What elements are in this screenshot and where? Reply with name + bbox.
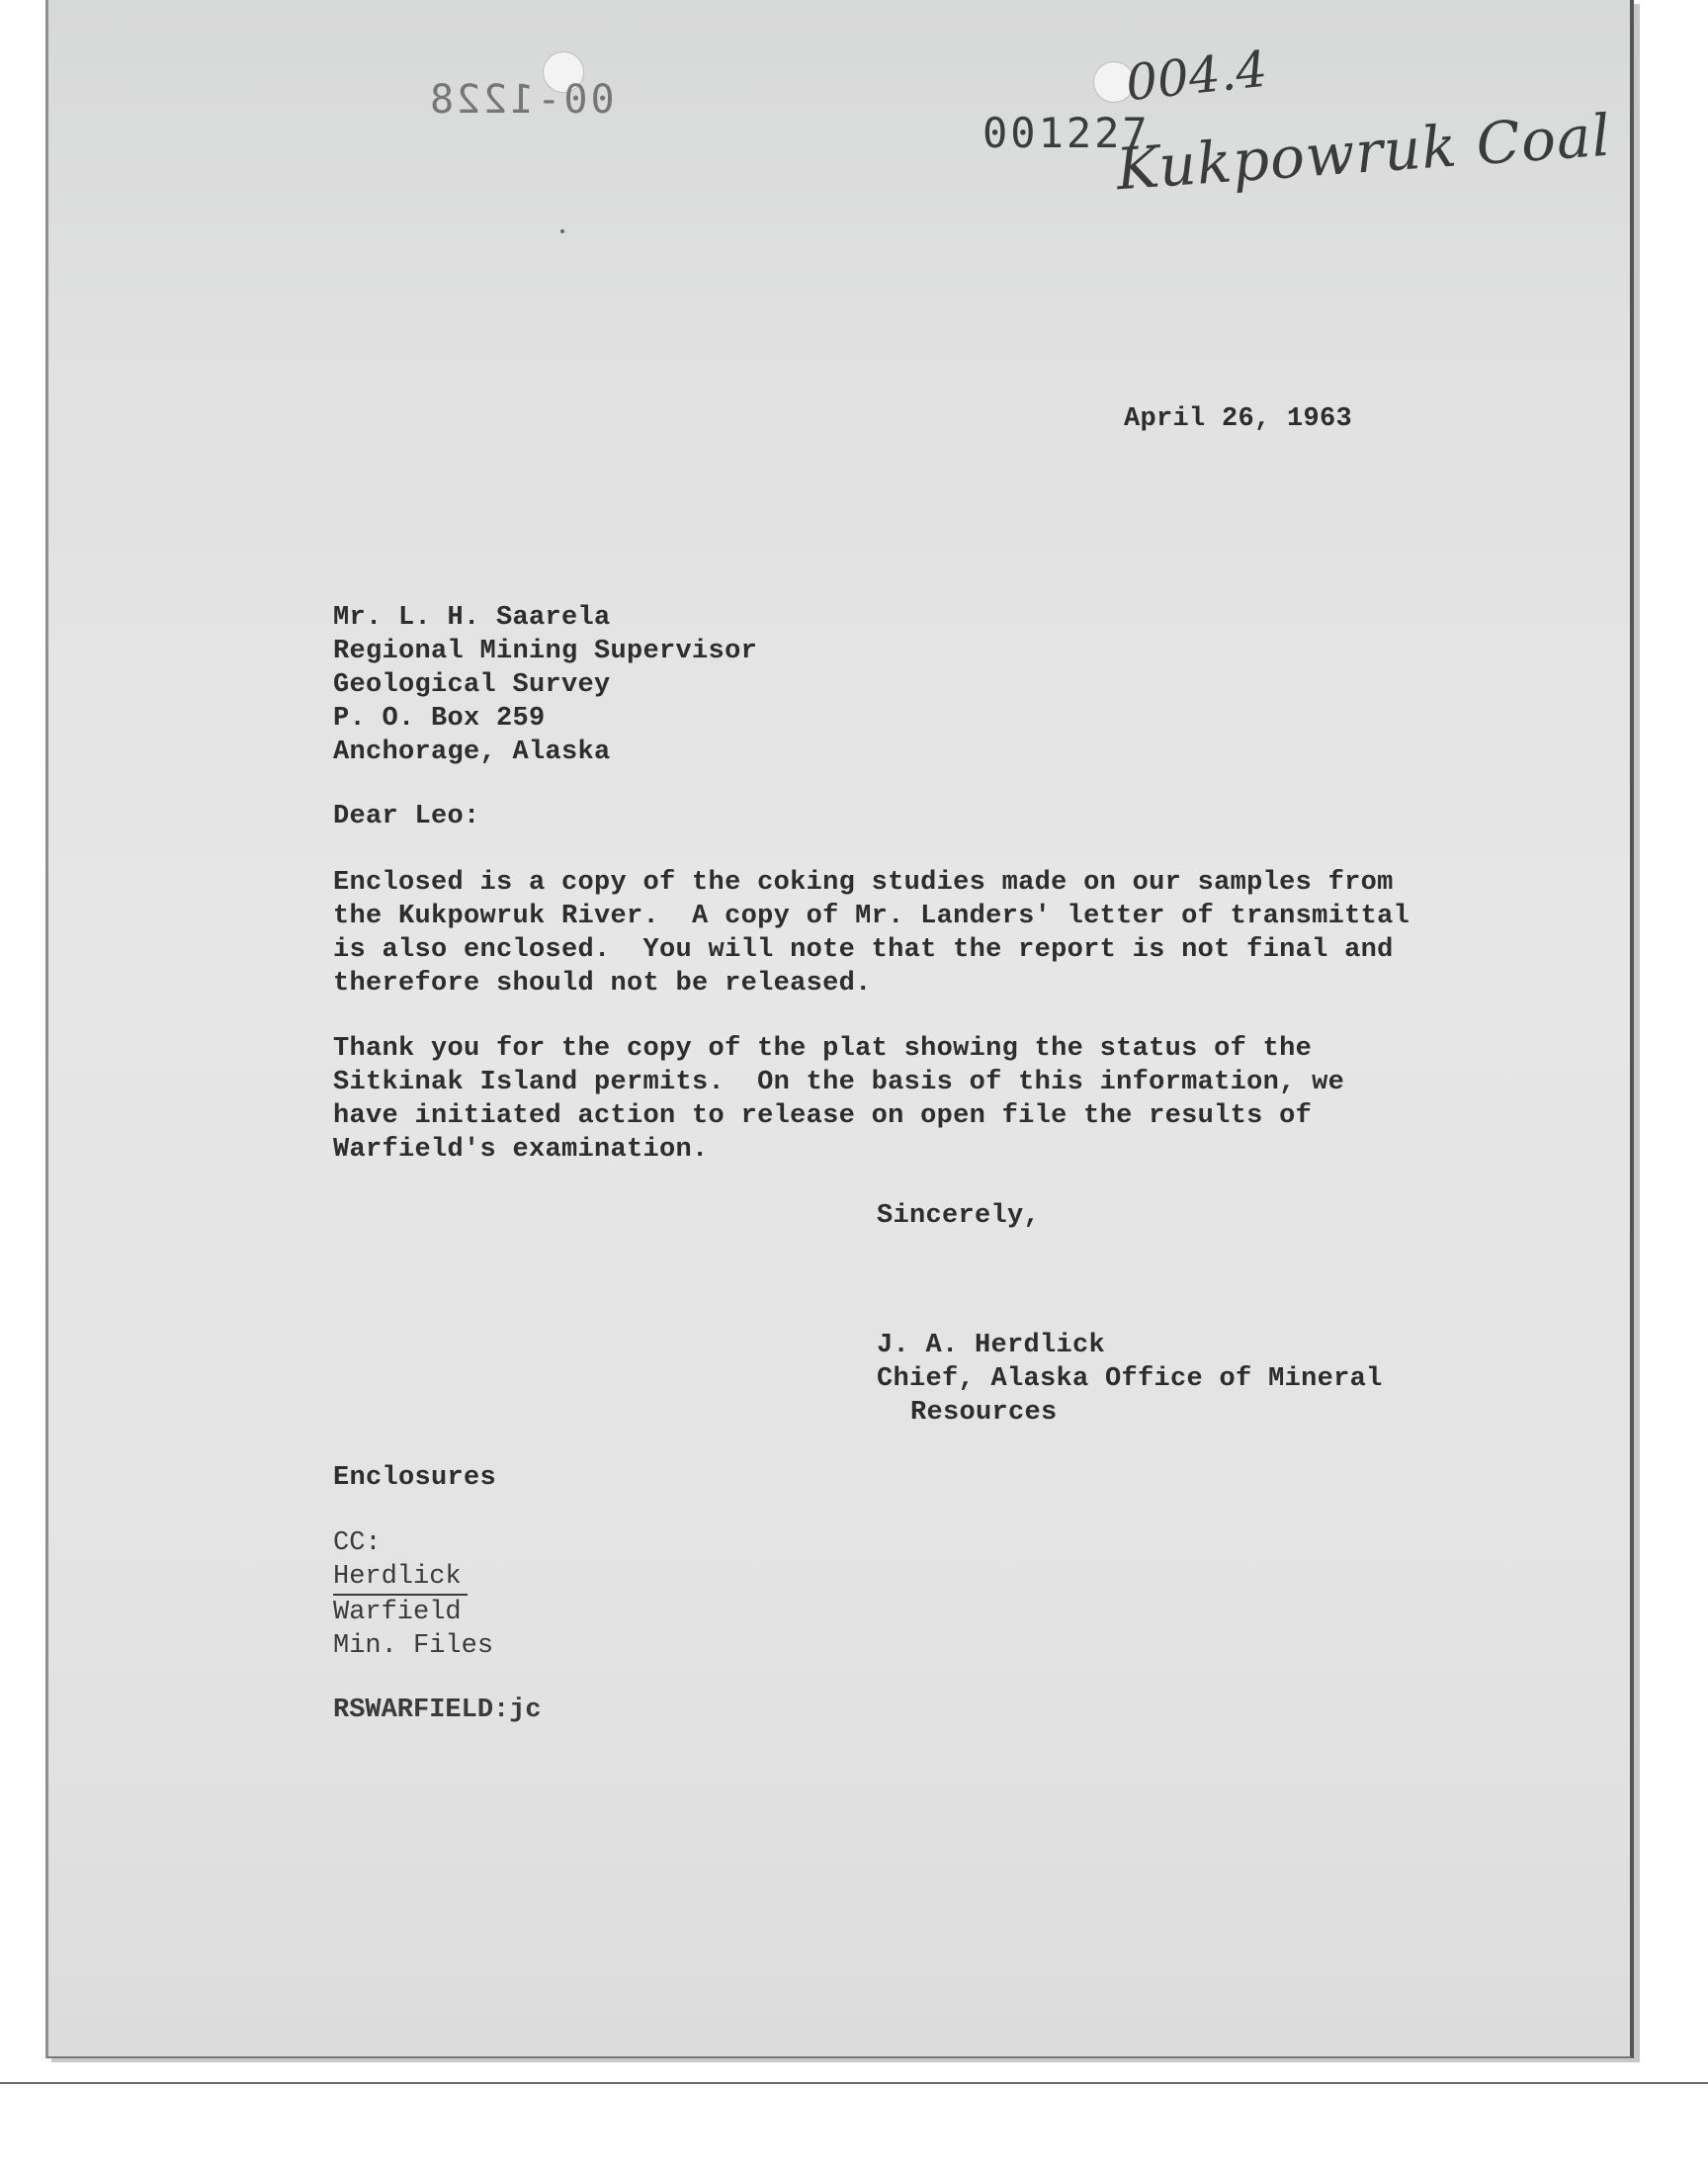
paragraph-line: Sitkinak Island permits. On the basis of this information, we — [333, 1068, 1345, 1097]
paragraph-line: Warfield's examination. — [333, 1135, 709, 1165]
recipient-city: Anchorage, Alaska — [333, 738, 611, 767]
body-paragraph-2 — [333, 1032, 1344, 1167]
paragraph-line: Thank you for the copy of the plat showing the status of the — [333, 1034, 1313, 1064]
paragraph-line: have initiated action to release on open file the results of — [333, 1101, 1313, 1131]
enclosures-label: Enclosures — [333, 1463, 497, 1493]
letter-date: April 26, 1963 — [1124, 404, 1353, 434]
signer-title: Chief, Alaska Office of Mineral — [877, 1364, 1383, 1394]
signer-name: J. A. Herdlick — [877, 1331, 1106, 1360]
file-number-stamp: 001227 — [982, 109, 1151, 157]
cc-label: CC: — [333, 1528, 382, 1558]
handwritten-subject: Kukpowruk Coal — [1114, 101, 1614, 204]
closing: Sincerely, — [877, 1201, 1041, 1231]
cc-recipient: Herdlick — [333, 1560, 468, 1596]
recipient-org: Geological Survey — [333, 670, 611, 700]
reference-initials: RSWARFIELD:jc — [333, 1696, 542, 1725]
recipient-box: P. O. Box 259 — [333, 704, 546, 734]
recipient-name: Mr. L. H. Saarela — [333, 603, 611, 633]
paragraph-line: Enclosed is a copy of the coking studies made on our samples from — [333, 868, 1394, 898]
cc-recipient: Warfield — [333, 1598, 462, 1627]
salutation: Dear Leo: — [333, 802, 480, 831]
body-paragraph-1 — [333, 866, 1409, 1000]
letter-page — [45, 0, 1634, 2058]
paragraph-line: is also enclosed. You will note that the report is not final and — [333, 935, 1394, 965]
paragraph-line: the Kukpowruk River. A copy of Mr. Landers' letter of transmittal — [333, 902, 1410, 931]
cc-block — [333, 1526, 493, 1663]
signer-title-continued: Resources — [910, 1398, 1058, 1428]
recipient-address — [333, 601, 757, 769]
signature-block — [877, 1329, 1383, 1430]
paragraph-line: therefore should not be released. — [333, 969, 872, 999]
scan-edge-line — [0, 2082, 1708, 2084]
recipient-title: Regional Mining Supervisor — [333, 637, 758, 666]
cc-recipient: Min. Files — [333, 1631, 494, 1661]
ink-speck — [560, 229, 564, 233]
mirrored-file-stamp: 00-1228 — [427, 77, 615, 123]
handwritten-file-code: 004.4 — [1123, 40, 1270, 113]
